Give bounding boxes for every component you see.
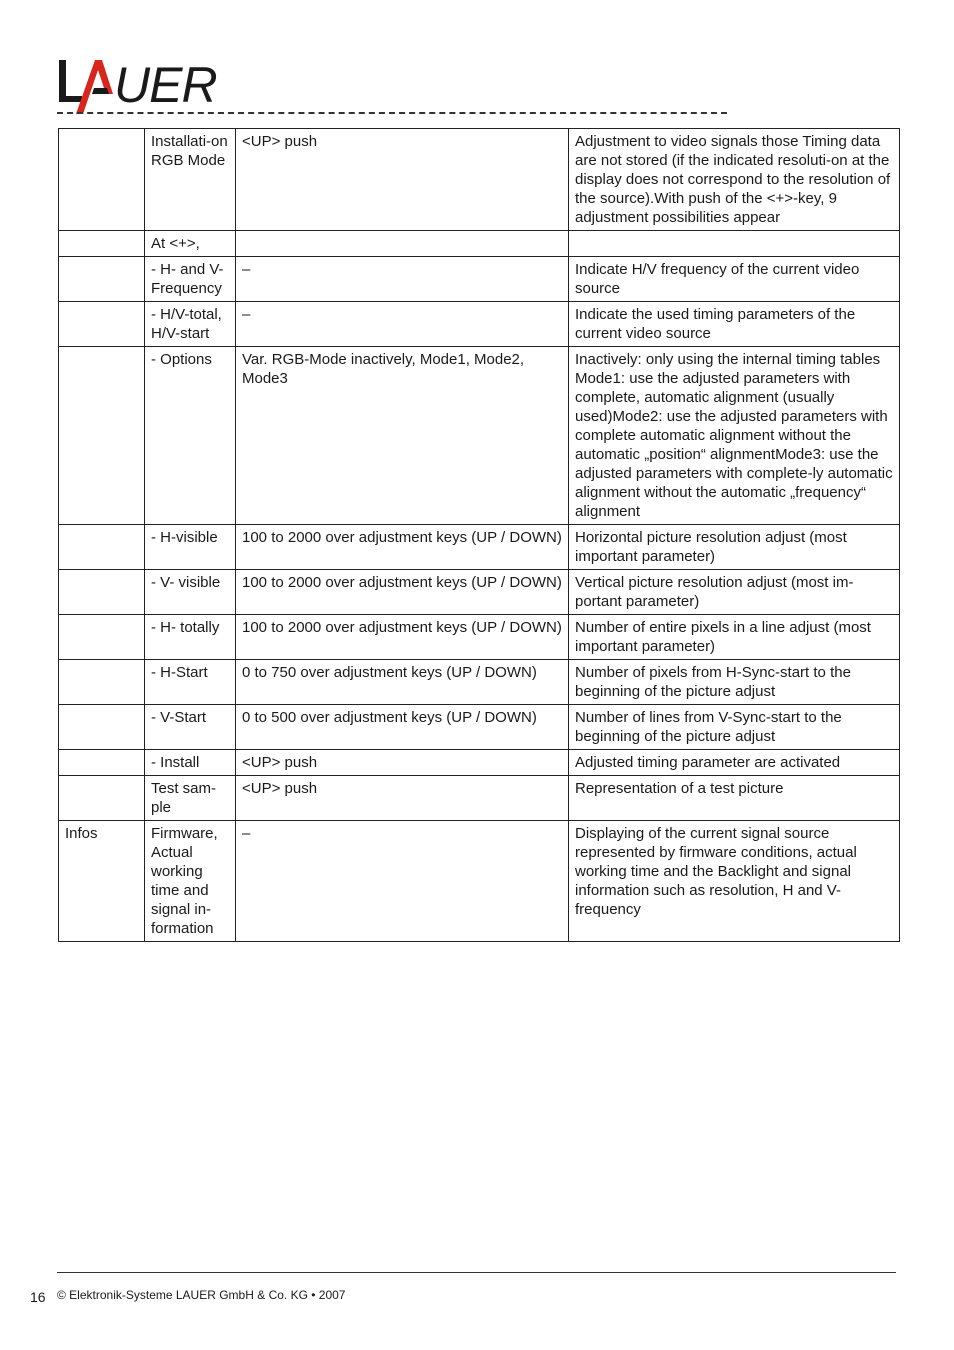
table-row bbox=[59, 257, 900, 302]
table-row bbox=[59, 231, 900, 257]
value-cell: – bbox=[236, 821, 569, 942]
item-cell: Installati-on RGB Mode bbox=[145, 129, 236, 231]
group-cell bbox=[59, 705, 145, 750]
description-cell: Number of pixels from H-Sync-start to the beginning of the picture adjust bbox=[569, 660, 900, 705]
footer-rule bbox=[57, 1272, 896, 1273]
group-cell bbox=[59, 525, 145, 570]
description-cell: Adjustment to video signals those Timing data are not stored (if the indicated resoluti-on at the display does not correspond to the resolution of the source).With push of the <+>-key, 9 adjustment possibilities appear bbox=[569, 129, 900, 231]
description-cell: Indicate the used timing parameters of the current video source bbox=[569, 302, 900, 347]
description-cell: Inactively: only using the internal timing tables Mode1: use the adjusted parameters with complete, automatic alignment (usually used)Mode2: use the adjusted parameters with complete automatic alignment without the automatic „position“ alignmentMode3: use the adjusted parameters with complete-ly automatic alignment without the automatic „frequency“ alignment bbox=[569, 347, 900, 525]
group-cell bbox=[59, 231, 145, 257]
header-dashed-rule bbox=[57, 112, 727, 114]
table-row bbox=[59, 750, 900, 776]
group-cell bbox=[59, 750, 145, 776]
description-cell: Number of entire pixels in a line adjust (most important parameter) bbox=[569, 615, 900, 660]
description-cell: Indicate H/V frequency of the current video source bbox=[569, 257, 900, 302]
description-cell: Displaying of the current signal source represented by firmware conditions, actual working time and the Backlight and signal information such as resolution, H and V-frequency bbox=[569, 821, 900, 942]
table-row bbox=[59, 129, 900, 231]
description-cell: Representation of a test picture bbox=[569, 776, 900, 821]
group-cell bbox=[59, 776, 145, 821]
table-row bbox=[59, 660, 900, 705]
table-row bbox=[59, 705, 900, 750]
value-cell: 100 to 2000 over adjustment keys (UP / DOWN) bbox=[236, 570, 569, 615]
value-cell: <UP> push bbox=[236, 129, 569, 231]
item-cell: - V-Start bbox=[145, 705, 236, 750]
value-cell: – bbox=[236, 302, 569, 347]
item-cell: - Install bbox=[145, 750, 236, 776]
table-row bbox=[59, 302, 900, 347]
value-cell: Var. RGB-Mode inactively, Mode1, Mode2, Mode3 bbox=[236, 347, 569, 525]
copyright-notice: © Elektronik-Systeme LAUER GmbH & Co. KG • 2007 bbox=[57, 1288, 346, 1302]
group-cell bbox=[59, 129, 145, 231]
lauer-logo bbox=[56, 54, 238, 114]
group-cell: Infos bbox=[59, 821, 145, 942]
table-row bbox=[59, 615, 900, 660]
item-cell: - V- visible bbox=[145, 570, 236, 615]
description-cell: Number of lines from V-Sync-start to the beginning of the picture adjust bbox=[569, 705, 900, 750]
value-cell: – bbox=[236, 257, 569, 302]
value-cell: <UP> push bbox=[236, 750, 569, 776]
description-cell: Vertical picture resolution adjust (most im-portant parameter) bbox=[569, 570, 900, 615]
settings-table bbox=[58, 128, 900, 942]
table-row bbox=[59, 821, 900, 942]
item-cell: - Options bbox=[145, 347, 236, 525]
group-cell bbox=[59, 347, 145, 525]
description-cell: Horizontal picture resolution adjust (most important parameter) bbox=[569, 525, 900, 570]
item-cell: Test sam-ple bbox=[145, 776, 236, 821]
group-cell bbox=[59, 302, 145, 347]
value-cell: 100 to 2000 over adjustment keys (UP / DOWN) bbox=[236, 615, 569, 660]
description-cell: Adjusted timing parameter are activated bbox=[569, 750, 900, 776]
table-row bbox=[59, 347, 900, 525]
item-cell: At <+>, bbox=[145, 231, 236, 257]
value-cell bbox=[236, 231, 569, 257]
item-cell: - H- totally bbox=[145, 615, 236, 660]
item-cell: - H-visible bbox=[145, 525, 236, 570]
value-cell: 0 to 750 over adjustment keys (UP / DOWN) bbox=[236, 660, 569, 705]
value-cell: 0 to 500 over adjustment keys (UP / DOWN) bbox=[236, 705, 569, 750]
description-cell bbox=[569, 231, 900, 257]
svg-text:UER: UER bbox=[114, 57, 217, 113]
group-cell bbox=[59, 615, 145, 660]
item-cell: - H- and V-Frequency bbox=[145, 257, 236, 302]
item-cell: - H/V-total, H/V-start bbox=[145, 302, 236, 347]
value-cell: <UP> push bbox=[236, 776, 569, 821]
page-number: 16 bbox=[30, 1289, 46, 1305]
group-cell bbox=[59, 660, 145, 705]
value-cell: 100 to 2000 over adjustment keys (UP / DOWN) bbox=[236, 525, 569, 570]
item-cell: - H-Start bbox=[145, 660, 236, 705]
table-row bbox=[59, 570, 900, 615]
group-cell bbox=[59, 570, 145, 615]
item-cell: Firmware, Actual working time and signal in-formation bbox=[145, 821, 236, 942]
group-cell bbox=[59, 257, 145, 302]
table-row bbox=[59, 525, 900, 570]
table-row bbox=[59, 776, 900, 821]
